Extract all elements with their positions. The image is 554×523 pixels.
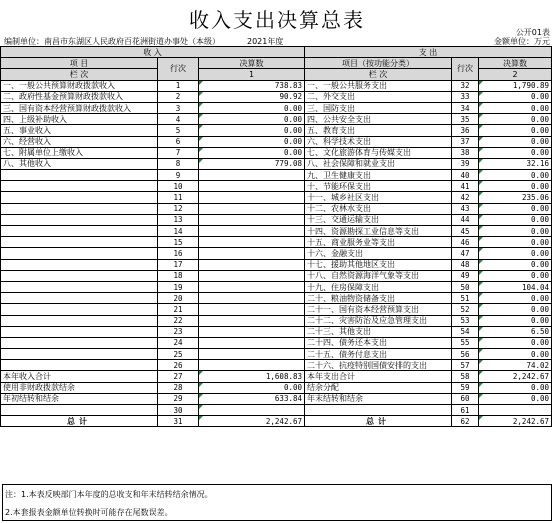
expense-rowno-cell: 58: [452, 371, 479, 382]
income-rowno-cell: 6: [158, 136, 199, 147]
unit-label: 金额单位：万元: [494, 37, 550, 46]
table-row: [1, 181, 552, 192]
expense-item-cell: 十九、住房保障支出: [305, 281, 452, 292]
table-row: [1, 158, 552, 169]
table-row: [1, 315, 552, 326]
expense-amount-cell: 0.00: [479, 315, 552, 326]
income-rowno-cell: 7: [158, 147, 199, 158]
expense-rowno-cell: 54: [452, 326, 479, 337]
income-amount-cell: 0.00: [199, 102, 305, 113]
expense-rowno-cell: 41: [452, 181, 479, 192]
income-item-cell: [1, 293, 158, 304]
table-row: [1, 226, 552, 237]
income-rowno-cell: 25: [158, 349, 199, 360]
income-amount-cell: [199, 349, 305, 360]
income-amount-cell: [199, 259, 305, 270]
expense-amount-cell: [479, 405, 552, 416]
income-rowno-cell: 15: [158, 237, 199, 248]
expense-item-cell: 三、国防支出: [305, 102, 452, 113]
org-label: 编制单位：南昌市东湖区人民政府百花洲街道办事处（本级）: [4, 37, 220, 46]
expense-item-cell: 二十二、灾害防治及应急管理支出: [305, 315, 452, 326]
income-item-cell: [1, 203, 158, 214]
expense-item-cell: 二十四、债务还本支出: [305, 337, 452, 348]
income-rowno-cell: 16: [158, 248, 199, 259]
income-amount-cell: [199, 226, 305, 237]
expense-amount-cell: 0.00: [479, 91, 552, 102]
expense-rowno-cell: 51: [452, 293, 479, 304]
expense-amount-cell: 0.00: [479, 248, 552, 259]
expense-rowno-cell: 59: [452, 382, 479, 393]
table-row: [1, 360, 552, 371]
income-rowno-cell: 19: [158, 281, 199, 292]
expense-item-cell: 十三、交通运输支出: [305, 214, 452, 225]
expense-item-cell: 总计: [305, 416, 452, 427]
table-row: [1, 405, 552, 416]
income-amount-cell: [199, 237, 305, 248]
income-amount-cell: 779.08: [199, 158, 305, 169]
table-row: [1, 337, 552, 348]
note-2: 2.本套报表金额单位转换时可能存在尾数误差。: [5, 508, 173, 517]
income-amount-cell: [199, 248, 305, 259]
income-item-cell: [1, 170, 158, 181]
table-row: [1, 214, 552, 225]
expense-rowno-cell: 61: [452, 405, 479, 416]
expense-item-cell: 六、科学技术支出: [305, 136, 452, 147]
expense-rowno-cell: 35: [452, 114, 479, 125]
expense-amount-cell: 0.00: [479, 304, 552, 315]
table-row: [1, 304, 552, 315]
expense-rowno-cell: 36: [452, 125, 479, 136]
table-row: [1, 371, 552, 382]
income-amount-cell: [199, 181, 305, 192]
income-item-cell: [1, 315, 158, 326]
table-row: [1, 248, 552, 259]
expense-item-cell: 二十三、其他支出: [305, 326, 452, 337]
income-amount-cell: [199, 326, 305, 337]
expense-item-cell: 二、外交支出: [305, 91, 452, 102]
income-rowno-cell: 21: [158, 304, 199, 315]
report-title: 收入支出决算总表: [189, 8, 365, 32]
expense-item-cell: 二十一、国有资本经营预算支出: [305, 304, 452, 315]
table-row: [1, 416, 552, 427]
income-item-cell: [1, 248, 158, 259]
expense-item-cell: 四、公共安全支出: [305, 114, 452, 125]
income-amount-cell: [199, 337, 305, 348]
table-row: [1, 349, 552, 360]
expense-item-cell: [305, 405, 452, 416]
expense-amount-cell: 0.00: [479, 114, 552, 125]
expense-amount-cell: 0.00: [479, 270, 552, 281]
table-row: [1, 114, 552, 125]
expense-item-header: 项目（按功能分类）: [305, 58, 452, 69]
expense-col-label: 栏 次: [305, 69, 452, 80]
year-label: 2021年度: [247, 37, 284, 46]
income-item-cell: [1, 226, 158, 237]
expense-item-cell: 二十六、抗疫特别国债安排的支出: [305, 360, 452, 371]
expense-item-cell: 十四、资源勘探工业信息等支出: [305, 226, 452, 237]
expense-item-cell: 十七、援助其他地区支出: [305, 259, 452, 270]
income-rowno-cell: 30: [158, 405, 199, 416]
table-row: [1, 170, 552, 181]
expense-item-cell: 十二、农林水支出: [305, 203, 452, 214]
income-rowno-cell: 23: [158, 326, 199, 337]
expense-rowno-cell: 40: [452, 170, 479, 181]
expense-rowno-cell: 56: [452, 349, 479, 360]
table-row: [1, 91, 552, 102]
expense-rowno-cell: 55: [452, 337, 479, 348]
expense-amount-cell: 0.00: [479, 393, 552, 404]
expense-amount-cell: 0.00: [479, 226, 552, 237]
income-item-cell: [1, 337, 158, 348]
income-amount-cell: 0.00: [199, 114, 305, 125]
expense-amount-cell: 32.16: [479, 158, 552, 169]
expense-item-cell: 五、教育支出: [305, 125, 452, 136]
income-rowno-cell: 27: [158, 371, 199, 382]
income-rowno-cell: 28: [158, 382, 199, 393]
expense-rowno-cell: 53: [452, 315, 479, 326]
income-item-cell: 六、经营收入: [1, 136, 158, 147]
table-row: [1, 102, 552, 113]
income-col-label: 栏 次: [1, 69, 158, 80]
income-header: 收 入: [1, 47, 305, 58]
expense-amount-cell: 0.00: [479, 203, 552, 214]
income-amount-cell: [199, 281, 305, 292]
income-amount-cell: [199, 270, 305, 281]
expense-rowno-cell: 52: [452, 304, 479, 315]
income-item-cell: 三、国有资本经营预算财政拨款收入: [1, 102, 158, 113]
income-rowno-cell: 26: [158, 360, 199, 371]
income-rowno-cell: 9: [158, 170, 199, 181]
expense-header: 支 出: [305, 47, 552, 58]
expense-item-cell: 十五、商业服务业等支出: [305, 237, 452, 248]
expense-amount-cell: 0.00: [479, 102, 552, 113]
expense-amount-cell: 2,242.67: [479, 416, 552, 427]
income-item-header: 项 目: [1, 58, 158, 69]
income-rowno-cell: 11: [158, 192, 199, 203]
note-1: 注：1.本表反映部门本年度的总收支和年末结转结余情况。: [5, 490, 213, 499]
expense-item-cell: 一、一般公共服务支出: [305, 80, 452, 91]
income-item-cell: 七、附属单位上缴收入: [1, 147, 158, 158]
expense-rowno-cell: 42: [452, 192, 479, 203]
expense-amount-cell: 0.00: [479, 125, 552, 136]
expense-rowno-cell: 62: [452, 416, 479, 427]
income-amount-cell: [199, 315, 305, 326]
income-amount-cell: 1,608.83: [199, 371, 305, 382]
expense-amount-header: 决算数: [479, 58, 552, 69]
table-row: [1, 147, 552, 158]
expense-item-cell: 九、卫生健康支出: [305, 170, 452, 181]
expense-amount-cell: 0.00: [479, 136, 552, 147]
expense-item-cell: 二十、粮油物资储备支出: [305, 293, 452, 304]
income-amount-header: 决算数: [199, 58, 305, 69]
income-item-cell: [1, 270, 158, 281]
expense-item-cell: 十六、金融支出: [305, 248, 452, 259]
expense-item-cell: 十一、城乡社区支出: [305, 192, 452, 203]
income-item-cell: [1, 281, 158, 292]
table-row: [1, 136, 552, 147]
table-row: [1, 192, 552, 203]
expense-amount-cell: 0.00: [479, 293, 552, 304]
income-rowno-header: 行次: [158, 58, 199, 80]
table-row: [1, 203, 552, 214]
income-amount-cell: 0.00: [199, 147, 305, 158]
income-item-cell: 八、其他收入: [1, 158, 158, 169]
expense-amount-cell: 0.00: [479, 337, 552, 348]
expense-amount-cell: 6.50: [479, 326, 552, 337]
expense-amount-cell: 0.00: [479, 147, 552, 158]
expense-rowno-cell: 38: [452, 147, 479, 158]
income-item-cell: [1, 360, 158, 371]
income-rowno-cell: 22: [158, 315, 199, 326]
expense-item-cell: 七、文化旅游体育与传媒支出: [305, 147, 452, 158]
income-item-cell: 总计: [1, 416, 158, 427]
income-rowno-cell: 14: [158, 226, 199, 237]
table-row: [1, 270, 552, 281]
expense-rowno-cell: 32: [452, 80, 479, 91]
income-amount-cell: [199, 214, 305, 225]
expense-amount-cell: 0.00: [479, 382, 552, 393]
expense-amount-cell: 235.06: [479, 192, 552, 203]
form-number: 公开01表: [515, 28, 550, 37]
income-rowno-cell: 20: [158, 293, 199, 304]
summary-table: [0, 46, 552, 427]
income-rowno-cell: 10: [158, 181, 199, 192]
expense-amount-cell: 1,790.89: [479, 80, 552, 91]
expense-rowno-cell: 49: [452, 270, 479, 281]
expense-rowno-header: 行次: [452, 58, 479, 80]
income-item-cell: 年初结转和结余: [1, 393, 158, 404]
expense-item-cell: 十、节能环保支出: [305, 181, 452, 192]
expense-rowno-cell: 45: [452, 226, 479, 237]
table-row: [1, 382, 552, 393]
income-amount-cell: [199, 360, 305, 371]
expense-rowno-cell: 44: [452, 214, 479, 225]
income-amount-cell: 0.00: [199, 125, 305, 136]
expense-item-cell: 二十五、债务付息支出: [305, 349, 452, 360]
income-rowno-cell: 18: [158, 270, 199, 281]
income-item-cell: 本年收入合计: [1, 371, 158, 382]
expense-rowno-cell: 60: [452, 393, 479, 404]
income-rowno-cell: 17: [158, 259, 199, 270]
income-rowno-cell: 24: [158, 337, 199, 348]
expense-amount-cell: 0.00: [479, 237, 552, 248]
income-item-cell: [1, 259, 158, 270]
expense-rowno-cell: 37: [452, 136, 479, 147]
income-rowno-cell: 13: [158, 214, 199, 225]
income-item-cell: [1, 405, 158, 416]
expense-amount-cell: 0.00: [479, 349, 552, 360]
expense-item-cell: 十八、自然资源海洋气象等支出: [305, 270, 452, 281]
expense-rowno-cell: 34: [452, 102, 479, 113]
income-item-cell: [1, 304, 158, 315]
income-amount-cell: 738.83: [199, 80, 305, 91]
expense-amount-cell: 2,242.67: [479, 371, 552, 382]
income-rowno-cell: 3: [158, 102, 199, 113]
income-item-cell: 二、政府性基金预算财政拨款收入: [1, 91, 158, 102]
income-rowno-cell: 4: [158, 114, 199, 125]
income-amount-cell: 90.92: [199, 91, 305, 102]
expense-amount-cell: 0.00: [479, 170, 552, 181]
expense-rowno-cell: 57: [452, 360, 479, 371]
table-row: [1, 326, 552, 337]
expense-amount-cell: 104.04: [479, 281, 552, 292]
income-amount-cell: [199, 192, 305, 203]
income-amount-cell: 633.84: [199, 393, 305, 404]
income-col-number: 1: [199, 69, 305, 80]
income-item-cell: [1, 192, 158, 203]
notes-box: [2, 484, 552, 521]
income-amount-cell: [199, 203, 305, 214]
income-amount-cell: [199, 405, 305, 416]
expense-rowno-cell: 39: [452, 158, 479, 169]
table-row: [1, 393, 552, 404]
income-item-cell: 五、事业收入: [1, 125, 158, 136]
income-amount-cell: 2,242.67: [199, 416, 305, 427]
expense-rowno-cell: 43: [452, 203, 479, 214]
expense-amount-cell: 0.00: [479, 214, 552, 225]
income-amount-cell: [199, 304, 305, 315]
income-rowno-cell: 1: [158, 80, 199, 91]
income-item-cell: [1, 349, 158, 360]
income-rowno-cell: 29: [158, 393, 199, 404]
income-rowno-cell: 2: [158, 91, 199, 102]
expense-item-cell: 本年支出合计: [305, 371, 452, 382]
expense-rowno-cell: 33: [452, 91, 479, 102]
income-rowno-cell: 8: [158, 158, 199, 169]
expense-item-cell: 八、社会保障和就业支出: [305, 158, 452, 169]
expense-rowno-cell: 47: [452, 248, 479, 259]
income-rowno-cell: 5: [158, 125, 199, 136]
table-row: [1, 125, 552, 136]
income-rowno-cell: 31: [158, 416, 199, 427]
income-item-cell: [1, 214, 158, 225]
income-amount-cell: 0.00: [199, 136, 305, 147]
table-row: [1, 237, 552, 248]
expense-col-number: 2: [479, 69, 552, 80]
expense-rowno-cell: 50: [452, 281, 479, 292]
income-item-cell: [1, 326, 158, 337]
expense-rowno-cell: 46: [452, 237, 479, 248]
income-amount-cell: 0.00: [199, 382, 305, 393]
expense-amount-cell: 74.02: [479, 360, 552, 371]
income-item-cell: 使用非财政拨款结余: [1, 382, 158, 393]
income-rowno-cell: 12: [158, 203, 199, 214]
table-row: [1, 293, 552, 304]
income-item-cell: 一、一般公共预算财政拨款收入: [1, 80, 158, 91]
table-row: [1, 281, 552, 292]
expense-amount-cell: 0.00: [479, 259, 552, 270]
expense-item-cell: 结余分配: [305, 382, 452, 393]
expense-item-cell: 年末结转和结余: [305, 393, 452, 404]
income-item-cell: [1, 237, 158, 248]
table-row: [1, 259, 552, 270]
income-amount-cell: [199, 293, 305, 304]
income-item-cell: 四、上级补助收入: [1, 114, 158, 125]
expense-rowno-cell: 48: [452, 259, 479, 270]
income-item-cell: [1, 181, 158, 192]
table-row: [1, 80, 552, 91]
expense-amount-cell: 0.00: [479, 181, 552, 192]
income-amount-cell: [199, 170, 305, 181]
